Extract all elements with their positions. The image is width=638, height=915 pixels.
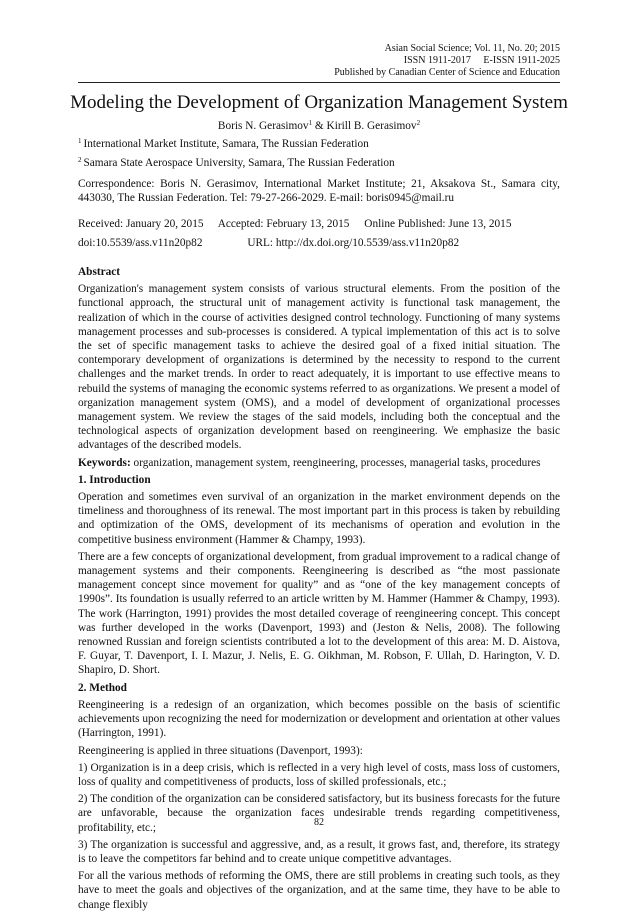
doi-url-link[interactable]: URL: http://dx.doi.org/10.5539/ass.v11n20p82 <box>247 237 460 249</box>
author-2: Kirill B. Gerasimov <box>326 120 417 132</box>
doi-line <box>78 237 459 249</box>
abstract-heading: Abstract <box>78 266 121 278</box>
section-2-heading: 2. Method <box>78 681 127 694</box>
correspondence: Correspondence: Boris N. Gerasimov, International Market Institute; 21, Aksakova St., Samara city, 443030, The Russian Federation. Tel: 79-27-266-2029. E-mail: boris0945@mail.ru <box>78 178 560 204</box>
page-number: 82 <box>314 817 324 828</box>
section-2-paragraph: For all the various methods of reforming the OMS, there are still problems in creating such tools, as they have to meet the goals and objectives of the organization, and at the same time, they have to be able to change flexibly <box>78 870 560 911</box>
affiliation-1 <box>78 137 560 151</box>
author-separator: & <box>312 120 327 132</box>
section-1-heading: 1. Introduction <box>78 473 151 486</box>
doi: doi:10.5539/ass.v11n20p82 <box>78 237 203 249</box>
affiliation-1-text: International Market Institute, Samara, The Russian Federation <box>83 138 369 150</box>
section-2-paragraph: 3) The organization is successful and aggressive, and, as a result, it grows fast, and, therefore, its strategy is to leave the competitors far behind and to create unique competitive advantages. <box>78 838 560 865</box>
dates-line <box>78 218 523 230</box>
publisher-line: Published by Canadian Center of Science and Education <box>334 67 560 78</box>
section-2-paragraph: Reengineering is a redesign of an organization, which becomes possible on the basis of scientific achievements upon recognizing the need for modernization or development and orientation at other values (Harrington, 1991). <box>78 698 560 740</box>
header-rule <box>78 82 560 83</box>
keywords-label: Keywords: <box>78 456 131 469</box>
abstract-text: Organization's management system consists of various structural elements. From the position of the functional approach, the structural unit of management activity is functional task management, the realization of which in the course of activities designed control technology. Functioning of many systems management processes and sub-processes is considered. A typical implementation of this act is to solve the set of specific management tasks to achieve the desired goal of a fixed initial situation. The contemporary development of organizations is determined by the necessity to respond to the current challenges and the market trends. In order to react adequately, it is important to use effective means to rebuild the systems of managing the economic systems referred to as organizations. We present a model of organization management system (OMS), and a model of development of organizational processes management system. We review the stages of the said models, including both the conceptual and the technological aspects of organization development based on reengineering. We emphasize the basic advantages of the described models. <box>78 283 560 452</box>
accepted-date: Accepted: February 13, 2015 <box>217 218 350 230</box>
paper-title: Modeling the Development of Organization Management System <box>70 92 568 113</box>
affiliation-2-sup: 2 <box>78 156 82 164</box>
section-2-paragraph: Reengineering is applied in three situations (Davenport, 1993): <box>78 744 363 757</box>
affiliation-2 <box>78 156 560 170</box>
section-2-paragraph: 1) Organization is in a deep crisis, which is reflected in a very high level of costs, mass loss of customers, loss of quality and competitiveness of products, loss of skilled professionals, etc.; <box>78 761 560 788</box>
journal-line: Asian Social Science; Vol. 11, No. 20; 2015 <box>384 43 560 54</box>
received-date: Received: January 20, 2015 <box>78 218 204 230</box>
affiliation-1-sup: 1 <box>78 137 82 145</box>
issn-line: ISSN 1911-2017 E-ISSN 1911-2025 <box>403 55 560 66</box>
author-1-sup: 1 <box>308 119 313 127</box>
keywords <box>78 456 560 470</box>
author-1: Boris N. Gerasimov <box>217 120 309 132</box>
section-1-paragraph: There are a few concepts of organizational development, from gradual improvement to a radical change of management systems and their components. Reengineering is described as “the most passionate management concept since movement for quality” and as “one of the key management concepts of 1990s”. Its foundation is usually referred to an article written by M. Hammer (Hammer & Champy, 1993). The work (Harrington, 1991) provides the most detailed coverage of reengineering concept. This concept was further developed in the works (Davenport, 1993) and (Jeston & Nelis, 2008). The following renowned Russian and foreign scientists contributed a lot to the development of this area: M. D. Aistova, F. Guyar, T. Davenport, I. I. Mazur, J. Nelis, E. G. Oikhman, M. Robson, F. Ullah, D. Harington, V. D. Shapiro, D. Short. <box>78 550 560 677</box>
author-2-sup: 2 <box>416 119 421 127</box>
keywords-text: organization, management system, reengineering, processes, managerial tasks, procedures <box>130 456 541 469</box>
section-1-paragraph: Operation and sometimes even survival of an organization in the market environment depends on the timeliness and thoroughness of its renewal. The most important part in this process is taken by rebuilding and optimization of the OMS, development of its mechanisms of operation and evolution in the competitive business environment (Hammer & Champy, 1993). <box>78 491 560 546</box>
published-date: Online Published: June 13, 2015 <box>364 218 512 230</box>
section-2-paragraph: 2) The condition of the organization can be considered satisfactory, but its business forecasts for the future are unfavorable, because the organization faces undesirable trends regarding competitiveness, profitability, etc.; <box>78 793 560 834</box>
journal-header <box>334 43 560 79</box>
author-line <box>0 120 638 132</box>
affiliation-2-text: Samara State Aerospace University, Samara, The Russian Federation <box>83 157 395 169</box>
